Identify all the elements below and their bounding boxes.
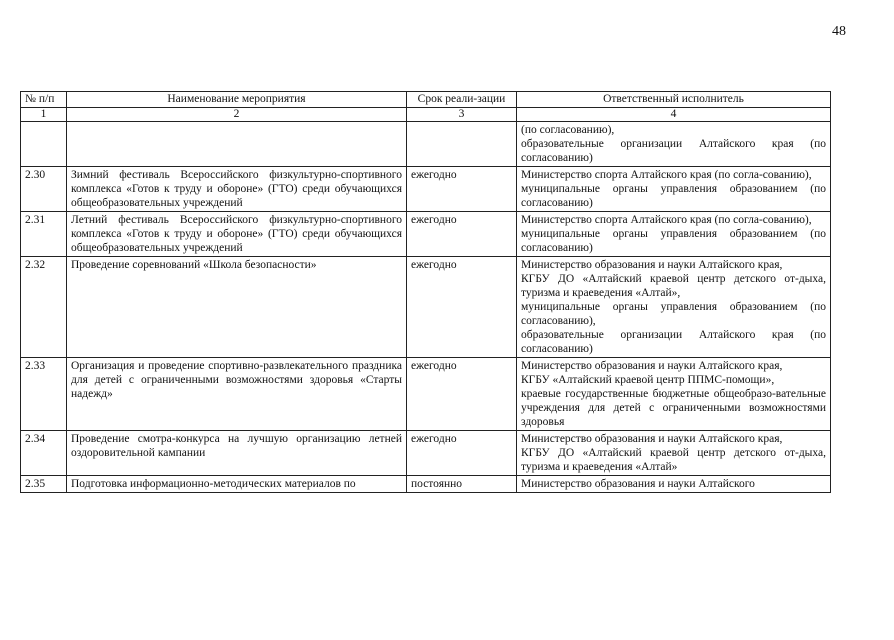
column-number: 3 bbox=[407, 108, 517, 122]
row-number bbox=[21, 122, 67, 167]
responsible-line: краевые государственные бюджетные общеобразо-вательные учреждения для детей с ограниченными возможностями здоровья bbox=[521, 388, 826, 428]
table-row bbox=[21, 431, 831, 476]
event-responsible bbox=[517, 167, 831, 212]
event-responsible bbox=[517, 431, 831, 476]
event-responsible bbox=[517, 358, 831, 431]
responsible-line: муниципальные органы управления образованием (по согласованию) bbox=[521, 228, 826, 254]
row-number: 2.33 bbox=[21, 358, 67, 431]
responsible-line: муниципальные органы управления образованием (по согласованию), bbox=[521, 301, 826, 327]
header-term: Срок реали-зации bbox=[407, 92, 517, 108]
events-table bbox=[20, 91, 831, 493]
column-number-row bbox=[21, 108, 831, 122]
header-responsible: Ответственный исполнитель bbox=[517, 92, 831, 108]
table-header-row bbox=[21, 92, 831, 108]
header-num: № п/п bbox=[21, 92, 67, 108]
event-responsible bbox=[517, 476, 831, 493]
table-row bbox=[21, 257, 831, 358]
responsible-line: образовательные организации Алтайского края (по согласованию) bbox=[521, 329, 826, 355]
row-number: 2.34 bbox=[21, 431, 67, 476]
column-number: 4 bbox=[517, 108, 831, 122]
table-row bbox=[21, 167, 831, 212]
responsible-line: КГБУ «Алтайский краевой центр ППМС-помощи», bbox=[521, 374, 775, 386]
event-term: ежегодно bbox=[407, 212, 517, 257]
responsible-line: Министерство образования и науки Алтайского bbox=[521, 478, 755, 490]
row-number: 2.30 bbox=[21, 167, 67, 212]
event-term: ежегодно bbox=[407, 358, 517, 431]
column-number: 1 bbox=[21, 108, 67, 122]
event-term: ежегодно bbox=[407, 167, 517, 212]
event-responsible bbox=[517, 122, 831, 167]
table-row bbox=[21, 212, 831, 257]
event-name: Проведение соревнований «Школа безопасности» bbox=[67, 257, 407, 358]
row-number: 2.32 bbox=[21, 257, 67, 358]
table-row bbox=[21, 476, 831, 493]
event-term bbox=[407, 122, 517, 167]
event-name: Организация и проведение спортивно-развлекательного праздника для детей с ограниченными возможностями здоровья «Старты надежд» bbox=[67, 358, 407, 431]
event-name: Зимний фестиваль Всероссийского физкультурно-спортивного комплекса «Готов к труду и обороне» (ГТО) среди обучающихся общеобразовательных учреждений bbox=[67, 167, 407, 212]
responsible-line: КГБУ ДО «Алтайский краевой центр детского от-дыха, туризма и краеведения «Алтай», bbox=[521, 273, 826, 299]
row-number: 2.35 bbox=[21, 476, 67, 493]
event-name bbox=[67, 122, 407, 167]
event-term: ежегодно bbox=[407, 257, 517, 358]
responsible-line: (по согласованию), bbox=[521, 124, 615, 136]
responsible-line: Министерство образования и науки Алтайского края, bbox=[521, 259, 783, 271]
page-number: 48 bbox=[832, 24, 846, 39]
responsible-line: Министерство образования и науки Алтайского края, bbox=[521, 360, 783, 372]
table-body bbox=[21, 122, 831, 493]
table-row bbox=[21, 358, 831, 431]
table-row bbox=[21, 122, 831, 167]
responsible-line: образовательные организации Алтайского края (по согласованию) bbox=[521, 138, 826, 164]
responsible-line: Министерство спорта Алтайского края (по согла-сованию), bbox=[521, 214, 812, 226]
event-responsible bbox=[517, 212, 831, 257]
responsible-line: Министерство образования и науки Алтайского края, bbox=[521, 433, 783, 445]
row-number: 2.31 bbox=[21, 212, 67, 257]
responsible-line: КГБУ ДО «Алтайский краевой центр детского от-дыха, туризма и краеведения «Алтай» bbox=[521, 447, 826, 473]
event-term: постоянно bbox=[407, 476, 517, 493]
column-number: 2 bbox=[67, 108, 407, 122]
event-term: ежегодно bbox=[407, 431, 517, 476]
responsible-line: Министерство спорта Алтайского края (по согла-сованию), bbox=[521, 169, 812, 181]
event-name: Подготовка информационно-методических материалов по bbox=[67, 476, 407, 493]
event-responsible bbox=[517, 257, 831, 358]
event-name: Летний фестиваль Всероссийского физкультурно-спортивного комплекса «Готов к труду и обороне» (ГТО) среди обучающихся общеобразовательных учреждений bbox=[67, 212, 407, 257]
event-name: Проведение смотра-конкурса на лучшую организацию летней оздоровительной кампании bbox=[67, 431, 407, 476]
responsible-line: муниципальные органы управления образованием (по согласованию) bbox=[521, 183, 826, 209]
header-name: Наименование мероприятия bbox=[67, 92, 407, 108]
